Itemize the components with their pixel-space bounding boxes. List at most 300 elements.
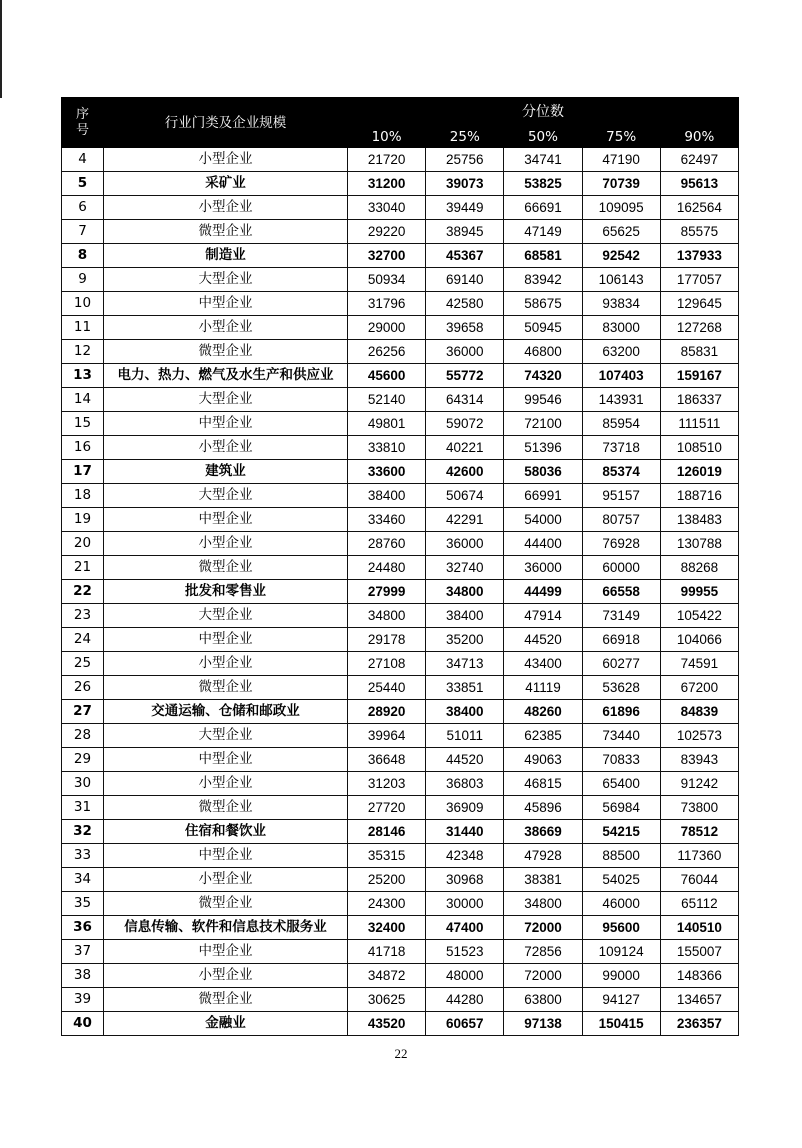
row-value-p75: 66558: [582, 580, 660, 604]
row-id: 23: [62, 604, 104, 628]
row-value-p25: 35200: [426, 628, 504, 652]
row-industry-name: 大型企业: [104, 484, 348, 508]
row-industry-name: 大型企业: [104, 268, 348, 292]
row-id: 38: [62, 964, 104, 988]
wage-percentile-table-container: [61, 97, 738, 1036]
row-value-p10: 24300: [348, 892, 426, 916]
row-value-p25: 44280: [426, 988, 504, 1012]
row-value-p50: 38381: [504, 868, 582, 892]
row-value-p25: 39073: [426, 172, 504, 196]
row-value-p75: 107403: [582, 364, 660, 388]
table-row: [62, 244, 739, 268]
row-value-p90: 188716: [660, 484, 738, 508]
row-industry-name: 小型企业: [104, 148, 348, 172]
table-row: [62, 508, 739, 532]
row-value-p10: 31200: [348, 172, 426, 196]
row-value-p25: 42600: [426, 460, 504, 484]
table-row: [62, 532, 739, 556]
header-id: [62, 98, 104, 148]
row-id: 24: [62, 628, 104, 652]
header-industry: 行业门类及企业规模: [104, 98, 348, 148]
table-row: [62, 724, 739, 748]
row-value-p90: 186337: [660, 388, 738, 412]
row-value-p10: 29178: [348, 628, 426, 652]
row-value-p10: 34800: [348, 604, 426, 628]
row-value-p50: 44400: [504, 532, 582, 556]
row-value-p90: 111511: [660, 412, 738, 436]
row-value-p10: 27720: [348, 796, 426, 820]
row-value-p50: 46815: [504, 772, 582, 796]
row-id: 39: [62, 988, 104, 1012]
row-value-p90: 162564: [660, 196, 738, 220]
row-value-p25: 40221: [426, 436, 504, 460]
row-value-p25: 42348: [426, 844, 504, 868]
row-value-p25: 33851: [426, 676, 504, 700]
table-row: [62, 604, 739, 628]
row-id: 8: [62, 244, 104, 268]
row-value-p90: 155007: [660, 940, 738, 964]
row-value-p90: 129645: [660, 292, 738, 316]
row-industry-name: 中型企业: [104, 748, 348, 772]
row-value-p75: 70833: [582, 748, 660, 772]
row-industry-name: 建筑业: [104, 460, 348, 484]
row-value-p90: 76044: [660, 868, 738, 892]
row-value-p50: 43400: [504, 652, 582, 676]
row-value-p90: 67200: [660, 676, 738, 700]
row-industry-name: 小型企业: [104, 436, 348, 460]
header-p50: 50%: [504, 127, 582, 148]
row-value-p75: 99000: [582, 964, 660, 988]
row-industry-name: 微型企业: [104, 892, 348, 916]
row-value-p50: 46800: [504, 340, 582, 364]
header-p75: 75%: [582, 127, 660, 148]
row-value-p90: 73800: [660, 796, 738, 820]
row-value-p75: 63200: [582, 340, 660, 364]
row-id: 30: [62, 772, 104, 796]
row-value-p10: 28920: [348, 700, 426, 724]
header-id-top: 序: [75, 106, 89, 122]
row-value-p75: 54215: [582, 820, 660, 844]
row-value-p10: 33040: [348, 196, 426, 220]
row-value-p75: 94127: [582, 988, 660, 1012]
row-value-p90: 108510: [660, 436, 738, 460]
row-value-p10: 31203: [348, 772, 426, 796]
row-value-p10: 39964: [348, 724, 426, 748]
row-value-p50: 72000: [504, 964, 582, 988]
table-row: [62, 316, 739, 340]
row-value-p25: 25756: [426, 148, 504, 172]
row-value-p50: 48260: [504, 700, 582, 724]
table-row: [62, 388, 739, 412]
row-value-p25: 39449: [426, 196, 504, 220]
row-value-p10: 28760: [348, 532, 426, 556]
row-value-p50: 99546: [504, 388, 582, 412]
row-industry-name: 小型企业: [104, 196, 348, 220]
table-row: [62, 892, 739, 916]
row-id: 10: [62, 292, 104, 316]
row-value-p10: 45600: [348, 364, 426, 388]
row-value-p25: 64314: [426, 388, 504, 412]
row-value-p75: 88500: [582, 844, 660, 868]
row-value-p50: 68581: [504, 244, 582, 268]
table-row: [62, 268, 739, 292]
row-value-p75: 93834: [582, 292, 660, 316]
table-row: [62, 220, 739, 244]
row-value-p25: 60657: [426, 1012, 504, 1036]
row-value-p90: 104066: [660, 628, 738, 652]
row-value-p50: 51396: [504, 436, 582, 460]
row-id: 31: [62, 796, 104, 820]
row-value-p25: 30968: [426, 868, 504, 892]
row-value-p75: 47190: [582, 148, 660, 172]
table-row: [62, 964, 739, 988]
table-row: [62, 292, 739, 316]
row-value-p75: 53628: [582, 676, 660, 700]
table-row: [62, 940, 739, 964]
row-value-p50: 34800: [504, 892, 582, 916]
row-industry-name: 小型企业: [104, 652, 348, 676]
row-value-p90: 138483: [660, 508, 738, 532]
row-industry-name: 微型企业: [104, 676, 348, 700]
row-value-p10: 30625: [348, 988, 426, 1012]
row-industry-name: 小型企业: [104, 964, 348, 988]
row-value-p25: 32740: [426, 556, 504, 580]
row-id: 17: [62, 460, 104, 484]
row-id: 22: [62, 580, 104, 604]
row-industry-name: 制造业: [104, 244, 348, 268]
row-value-p50: 34741: [504, 148, 582, 172]
row-value-p50: 63800: [504, 988, 582, 1012]
row-value-p50: 72000: [504, 916, 582, 940]
table-row: [62, 844, 739, 868]
row-id: 12: [62, 340, 104, 364]
row-industry-name: 金融业: [104, 1012, 348, 1036]
row-value-p50: 58675: [504, 292, 582, 316]
header-id-bottom: 号: [75, 122, 89, 138]
row-value-p10: 21720: [348, 148, 426, 172]
row-value-p25: 42580: [426, 292, 504, 316]
row-value-p10: 34872: [348, 964, 426, 988]
row-value-p10: 38400: [348, 484, 426, 508]
row-value-p50: 44520: [504, 628, 582, 652]
table-row: [62, 556, 739, 580]
row-id: 13: [62, 364, 104, 388]
row-value-p90: 105422: [660, 604, 738, 628]
row-id: 14: [62, 388, 104, 412]
row-value-p75: 83000: [582, 316, 660, 340]
row-value-p75: 150415: [582, 1012, 660, 1036]
table-row: [62, 772, 739, 796]
row-industry-name: 微型企业: [104, 220, 348, 244]
table-row: [62, 916, 739, 940]
row-value-p50: 66991: [504, 484, 582, 508]
row-id: 20: [62, 532, 104, 556]
row-industry-name: 小型企业: [104, 316, 348, 340]
row-value-p75: 92542: [582, 244, 660, 268]
row-value-p10: 32400: [348, 916, 426, 940]
row-industry-name: 中型企业: [104, 508, 348, 532]
row-value-p10: 43520: [348, 1012, 426, 1036]
row-value-p10: 35315: [348, 844, 426, 868]
row-value-p90: 91242: [660, 772, 738, 796]
row-value-p75: 80757: [582, 508, 660, 532]
row-value-p90: 62497: [660, 148, 738, 172]
row-value-p90: 85831: [660, 340, 738, 364]
row-value-p25: 50674: [426, 484, 504, 508]
row-value-p10: 49801: [348, 412, 426, 436]
row-id: 40: [62, 1012, 104, 1036]
row-value-p25: 47400: [426, 916, 504, 940]
row-value-p90: 148366: [660, 964, 738, 988]
scan-edge-mark: [0, 0, 2, 98]
row-id: 29: [62, 748, 104, 772]
row-id: 25: [62, 652, 104, 676]
row-value-p90: 134657: [660, 988, 738, 1012]
row-value-p50: 47928: [504, 844, 582, 868]
row-industry-name: 微型企业: [104, 988, 348, 1012]
row-industry-name: 微型企业: [104, 556, 348, 580]
row-value-p25: 36803: [426, 772, 504, 796]
table-row: [62, 196, 739, 220]
row-value-p50: 72856: [504, 940, 582, 964]
row-value-p50: 62385: [504, 724, 582, 748]
row-id: 33: [62, 844, 104, 868]
row-value-p25: 31440: [426, 820, 504, 844]
header-p90: 90%: [660, 127, 738, 148]
row-value-p75: 73149: [582, 604, 660, 628]
row-id: 34: [62, 868, 104, 892]
row-industry-name: 中型企业: [104, 628, 348, 652]
row-id: 28: [62, 724, 104, 748]
row-industry-name: 中型企业: [104, 844, 348, 868]
row-value-p50: 38669: [504, 820, 582, 844]
row-value-p75: 46000: [582, 892, 660, 916]
table-row: [62, 820, 739, 844]
header-p10: 10%: [348, 127, 426, 148]
row-value-p75: 65625: [582, 220, 660, 244]
row-value-p25: 55772: [426, 364, 504, 388]
row-value-p50: 36000: [504, 556, 582, 580]
row-value-p25: 34800: [426, 580, 504, 604]
row-value-p90: 177057: [660, 268, 738, 292]
row-value-p90: 78512: [660, 820, 738, 844]
row-id: 19: [62, 508, 104, 532]
row-value-p10: 33810: [348, 436, 426, 460]
row-value-p25: 36000: [426, 532, 504, 556]
row-value-p90: 84839: [660, 700, 738, 724]
row-id: 36: [62, 916, 104, 940]
row-value-p10: 36648: [348, 748, 426, 772]
row-industry-name: 大型企业: [104, 724, 348, 748]
wage-percentile-table: [61, 97, 739, 1036]
row-value-p25: 48000: [426, 964, 504, 988]
row-value-p50: 74320: [504, 364, 582, 388]
row-value-p90: 140510: [660, 916, 738, 940]
row-industry-name: 微型企业: [104, 796, 348, 820]
row-value-p10: 29220: [348, 220, 426, 244]
row-value-p25: 45367: [426, 244, 504, 268]
row-value-p50: 45896: [504, 796, 582, 820]
row-value-p10: 25200: [348, 868, 426, 892]
row-industry-name: 大型企业: [104, 604, 348, 628]
row-value-p50: 66691: [504, 196, 582, 220]
row-id: 9: [62, 268, 104, 292]
row-value-p25: 42291: [426, 508, 504, 532]
table-row: [62, 868, 739, 892]
row-value-p75: 109095: [582, 196, 660, 220]
row-value-p75: 106143: [582, 268, 660, 292]
row-value-p90: 74591: [660, 652, 738, 676]
row-value-p50: 47149: [504, 220, 582, 244]
row-value-p10: 31796: [348, 292, 426, 316]
row-value-p75: 73718: [582, 436, 660, 460]
row-value-p50: 53825: [504, 172, 582, 196]
row-value-p10: 29000: [348, 316, 426, 340]
row-value-p25: 44520: [426, 748, 504, 772]
row-industry-name: 电力、热力、燃气及水生产和供应业: [104, 364, 348, 388]
row-id: 21: [62, 556, 104, 580]
row-industry-name: 信息传输、软件和信息技术服务业: [104, 916, 348, 940]
row-id: 27: [62, 700, 104, 724]
row-value-p25: 59072: [426, 412, 504, 436]
row-industry-name: 小型企业: [104, 772, 348, 796]
row-industry-name: 交通运输、仓储和邮政业: [104, 700, 348, 724]
row-value-p75: 143931: [582, 388, 660, 412]
row-value-p25: 38400: [426, 604, 504, 628]
page-number: 22: [394, 1046, 408, 1061]
row-value-p75: 61896: [582, 700, 660, 724]
row-value-p25: 39658: [426, 316, 504, 340]
row-id: 16: [62, 436, 104, 460]
table-row: [62, 580, 739, 604]
row-value-p10: 24480: [348, 556, 426, 580]
row-value-p90: 99955: [660, 580, 738, 604]
row-value-p10: 25440: [348, 676, 426, 700]
row-id: 32: [62, 820, 104, 844]
row-value-p50: 83942: [504, 268, 582, 292]
row-value-p90: 127268: [660, 316, 738, 340]
row-industry-name: 中型企业: [104, 412, 348, 436]
row-value-p75: 76928: [582, 532, 660, 556]
row-value-p90: 95613: [660, 172, 738, 196]
table-row: [62, 436, 739, 460]
row-id: 6: [62, 196, 104, 220]
row-value-p50: 54000: [504, 508, 582, 532]
row-value-p75: 95157: [582, 484, 660, 508]
row-value-p10: 26256: [348, 340, 426, 364]
row-id: 4: [62, 148, 104, 172]
table-row: [62, 1012, 739, 1036]
row-value-p90: 102573: [660, 724, 738, 748]
row-value-p25: 36000: [426, 340, 504, 364]
table-row: [62, 172, 739, 196]
row-id: 15: [62, 412, 104, 436]
row-id: 11: [62, 316, 104, 340]
row-value-p50: 50945: [504, 316, 582, 340]
row-industry-name: 采矿业: [104, 172, 348, 196]
table-row: [62, 340, 739, 364]
row-value-p10: 27108: [348, 652, 426, 676]
row-value-p25: 34713: [426, 652, 504, 676]
row-id: 7: [62, 220, 104, 244]
row-value-p10: 50934: [348, 268, 426, 292]
row-value-p25: 30000: [426, 892, 504, 916]
table-row: [62, 412, 739, 436]
row-id: 5: [62, 172, 104, 196]
row-industry-name: 批发和零售业: [104, 580, 348, 604]
row-value-p90: 137933: [660, 244, 738, 268]
row-value-p90: 65112: [660, 892, 738, 916]
row-value-p25: 51523: [426, 940, 504, 964]
table-row: [62, 364, 739, 388]
row-value-p75: 60277: [582, 652, 660, 676]
table-row: [62, 628, 739, 652]
row-industry-name: 住宿和餐饮业: [104, 820, 348, 844]
row-value-p90: 130788: [660, 532, 738, 556]
row-id: 26: [62, 676, 104, 700]
row-value-p75: 85954: [582, 412, 660, 436]
row-value-p10: 28146: [348, 820, 426, 844]
row-value-p90: 117360: [660, 844, 738, 868]
table-row: [62, 676, 739, 700]
row-industry-name: 微型企业: [104, 340, 348, 364]
row-value-p90: 126019: [660, 460, 738, 484]
table-row: [62, 652, 739, 676]
row-value-p90: 159167: [660, 364, 738, 388]
row-value-p25: 69140: [426, 268, 504, 292]
table-row: [62, 460, 739, 484]
row-industry-name: 中型企业: [104, 940, 348, 964]
row-value-p90: 236357: [660, 1012, 738, 1036]
row-industry-name: 小型企业: [104, 868, 348, 892]
row-value-p50: 97138: [504, 1012, 582, 1036]
row-industry-name: 中型企业: [104, 292, 348, 316]
table-row: [62, 700, 739, 724]
table-row: [62, 748, 739, 772]
row-value-p90: 83943: [660, 748, 738, 772]
row-value-p50: 72100: [504, 412, 582, 436]
row-value-p10: 41718: [348, 940, 426, 964]
row-value-p10: 27999: [348, 580, 426, 604]
row-value-p10: 32700: [348, 244, 426, 268]
row-value-p75: 85374: [582, 460, 660, 484]
row-value-p25: 36909: [426, 796, 504, 820]
table-row: [62, 484, 739, 508]
table-body: [62, 148, 739, 1036]
row-industry-name: 大型企业: [104, 388, 348, 412]
table-row: [62, 148, 739, 172]
row-value-p75: 56984: [582, 796, 660, 820]
header-percentile-group: 分位数: [348, 98, 739, 127]
row-value-p25: 38400: [426, 700, 504, 724]
row-value-p50: 44499: [504, 580, 582, 604]
row-value-p25: 38945: [426, 220, 504, 244]
row-value-p50: 41119: [504, 676, 582, 700]
row-value-p10: 33460: [348, 508, 426, 532]
row-id: 37: [62, 940, 104, 964]
row-value-p75: 54025: [582, 868, 660, 892]
row-value-p50: 47914: [504, 604, 582, 628]
row-value-p90: 85575: [660, 220, 738, 244]
row-id: 18: [62, 484, 104, 508]
row-value-p75: 70739: [582, 172, 660, 196]
row-value-p75: 66918: [582, 628, 660, 652]
row-value-p75: 60000: [582, 556, 660, 580]
row-value-p75: 109124: [582, 940, 660, 964]
row-value-p25: 51011: [426, 724, 504, 748]
table-row: [62, 988, 739, 1012]
row-value-p75: 65400: [582, 772, 660, 796]
